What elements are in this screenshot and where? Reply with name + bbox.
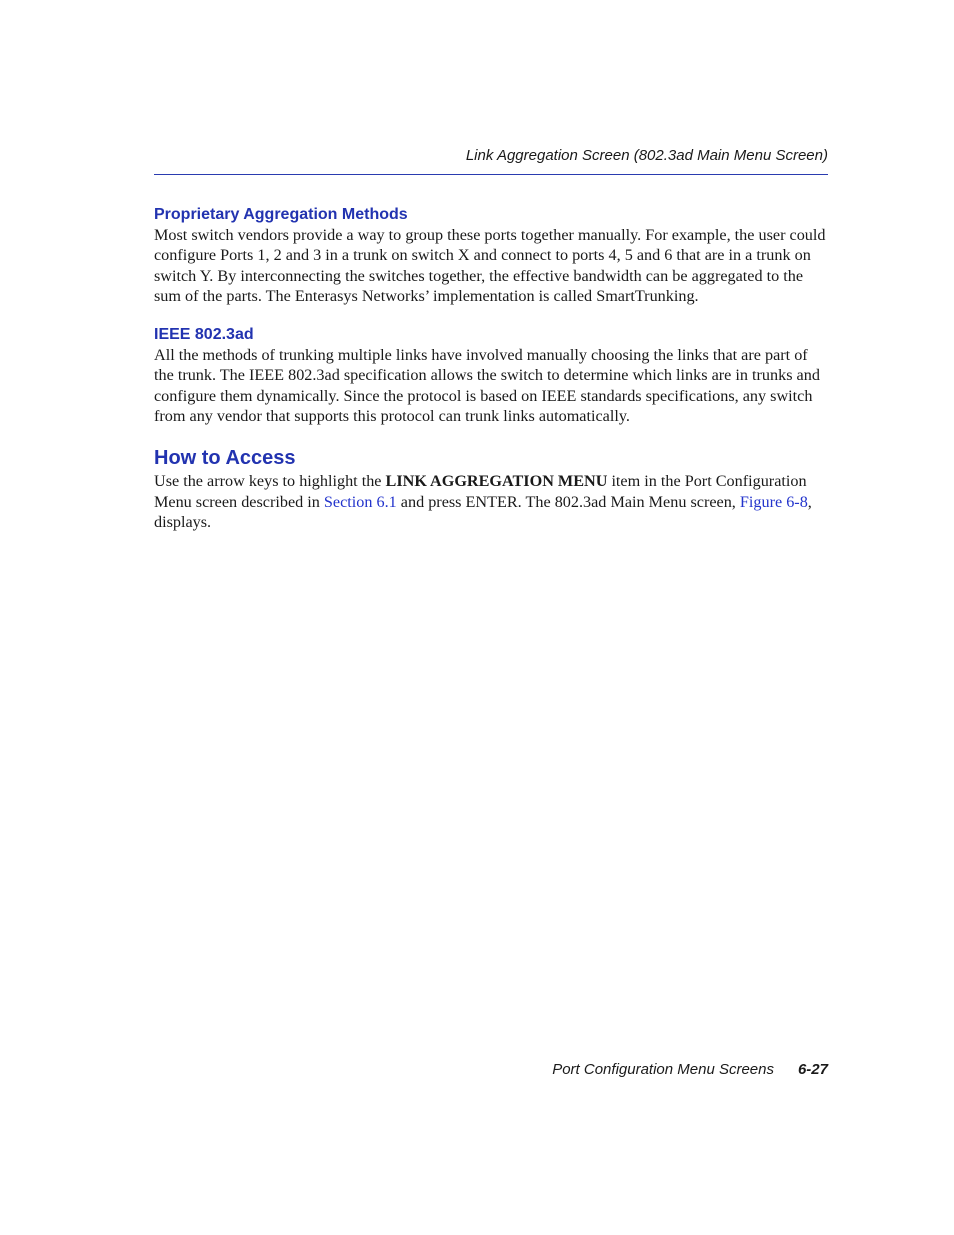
header-rule [154, 174, 828, 175]
how-to-access-heading: How to Access [154, 447, 296, 470]
footer-title: Port Configuration Menu Screens [552, 1061, 774, 1078]
access-text-1: Use the arrow keys to highlight the [154, 472, 386, 491]
ieee-body: All the methods of trunking multiple links have involved manually choosing the links that are part of the trunk. The IEEE 802.3ad specification allows the switch to determine which links are in trunks and configure them dynamically. Since the protocol is based on IEEE standards specifications, any switch from any vendor that supports this protocol can trunk links automatically. [154, 346, 820, 426]
access-text-2: item in the Port Configuration Menu screen described in [154, 472, 807, 511]
how-to-access-body [154, 471, 828, 532]
page-content [154, 205, 828, 532]
section-link[interactable]: Section 6.1 [323, 492, 397, 511]
running-header: Link Aggregation Screen (802.3ad Main Menu Screen) [465, 147, 828, 164]
menu-term: LINK AGGREGATION MENU [385, 472, 608, 491]
access-text-4: , displays. [154, 492, 812, 531]
access-text-3: and press ENTER. The 802.3ad Main Menu screen, [396, 492, 740, 511]
figure-link[interactable]: Figure 6-8 [739, 492, 808, 511]
page-number: 6-27 [797, 1061, 828, 1078]
proprietary-heading: Proprietary Aggregation Methods [154, 206, 408, 223]
proprietary-body: Most switch vendors provide a way to group these ports together manually. For example, the user could configure Ports 1, 2 and 3 in a trunk on switch X and connect to ports 4, 5 and 6 that are in a trunk on switch Y. By interconnecting the switches together, the effective bandwidth can be aggregated to the sum of the parts. The Enterasys Networks’ implementation is called SmartTrunking. [154, 226, 826, 305]
ieee-heading: IEEE 802.3ad [154, 326, 254, 344]
